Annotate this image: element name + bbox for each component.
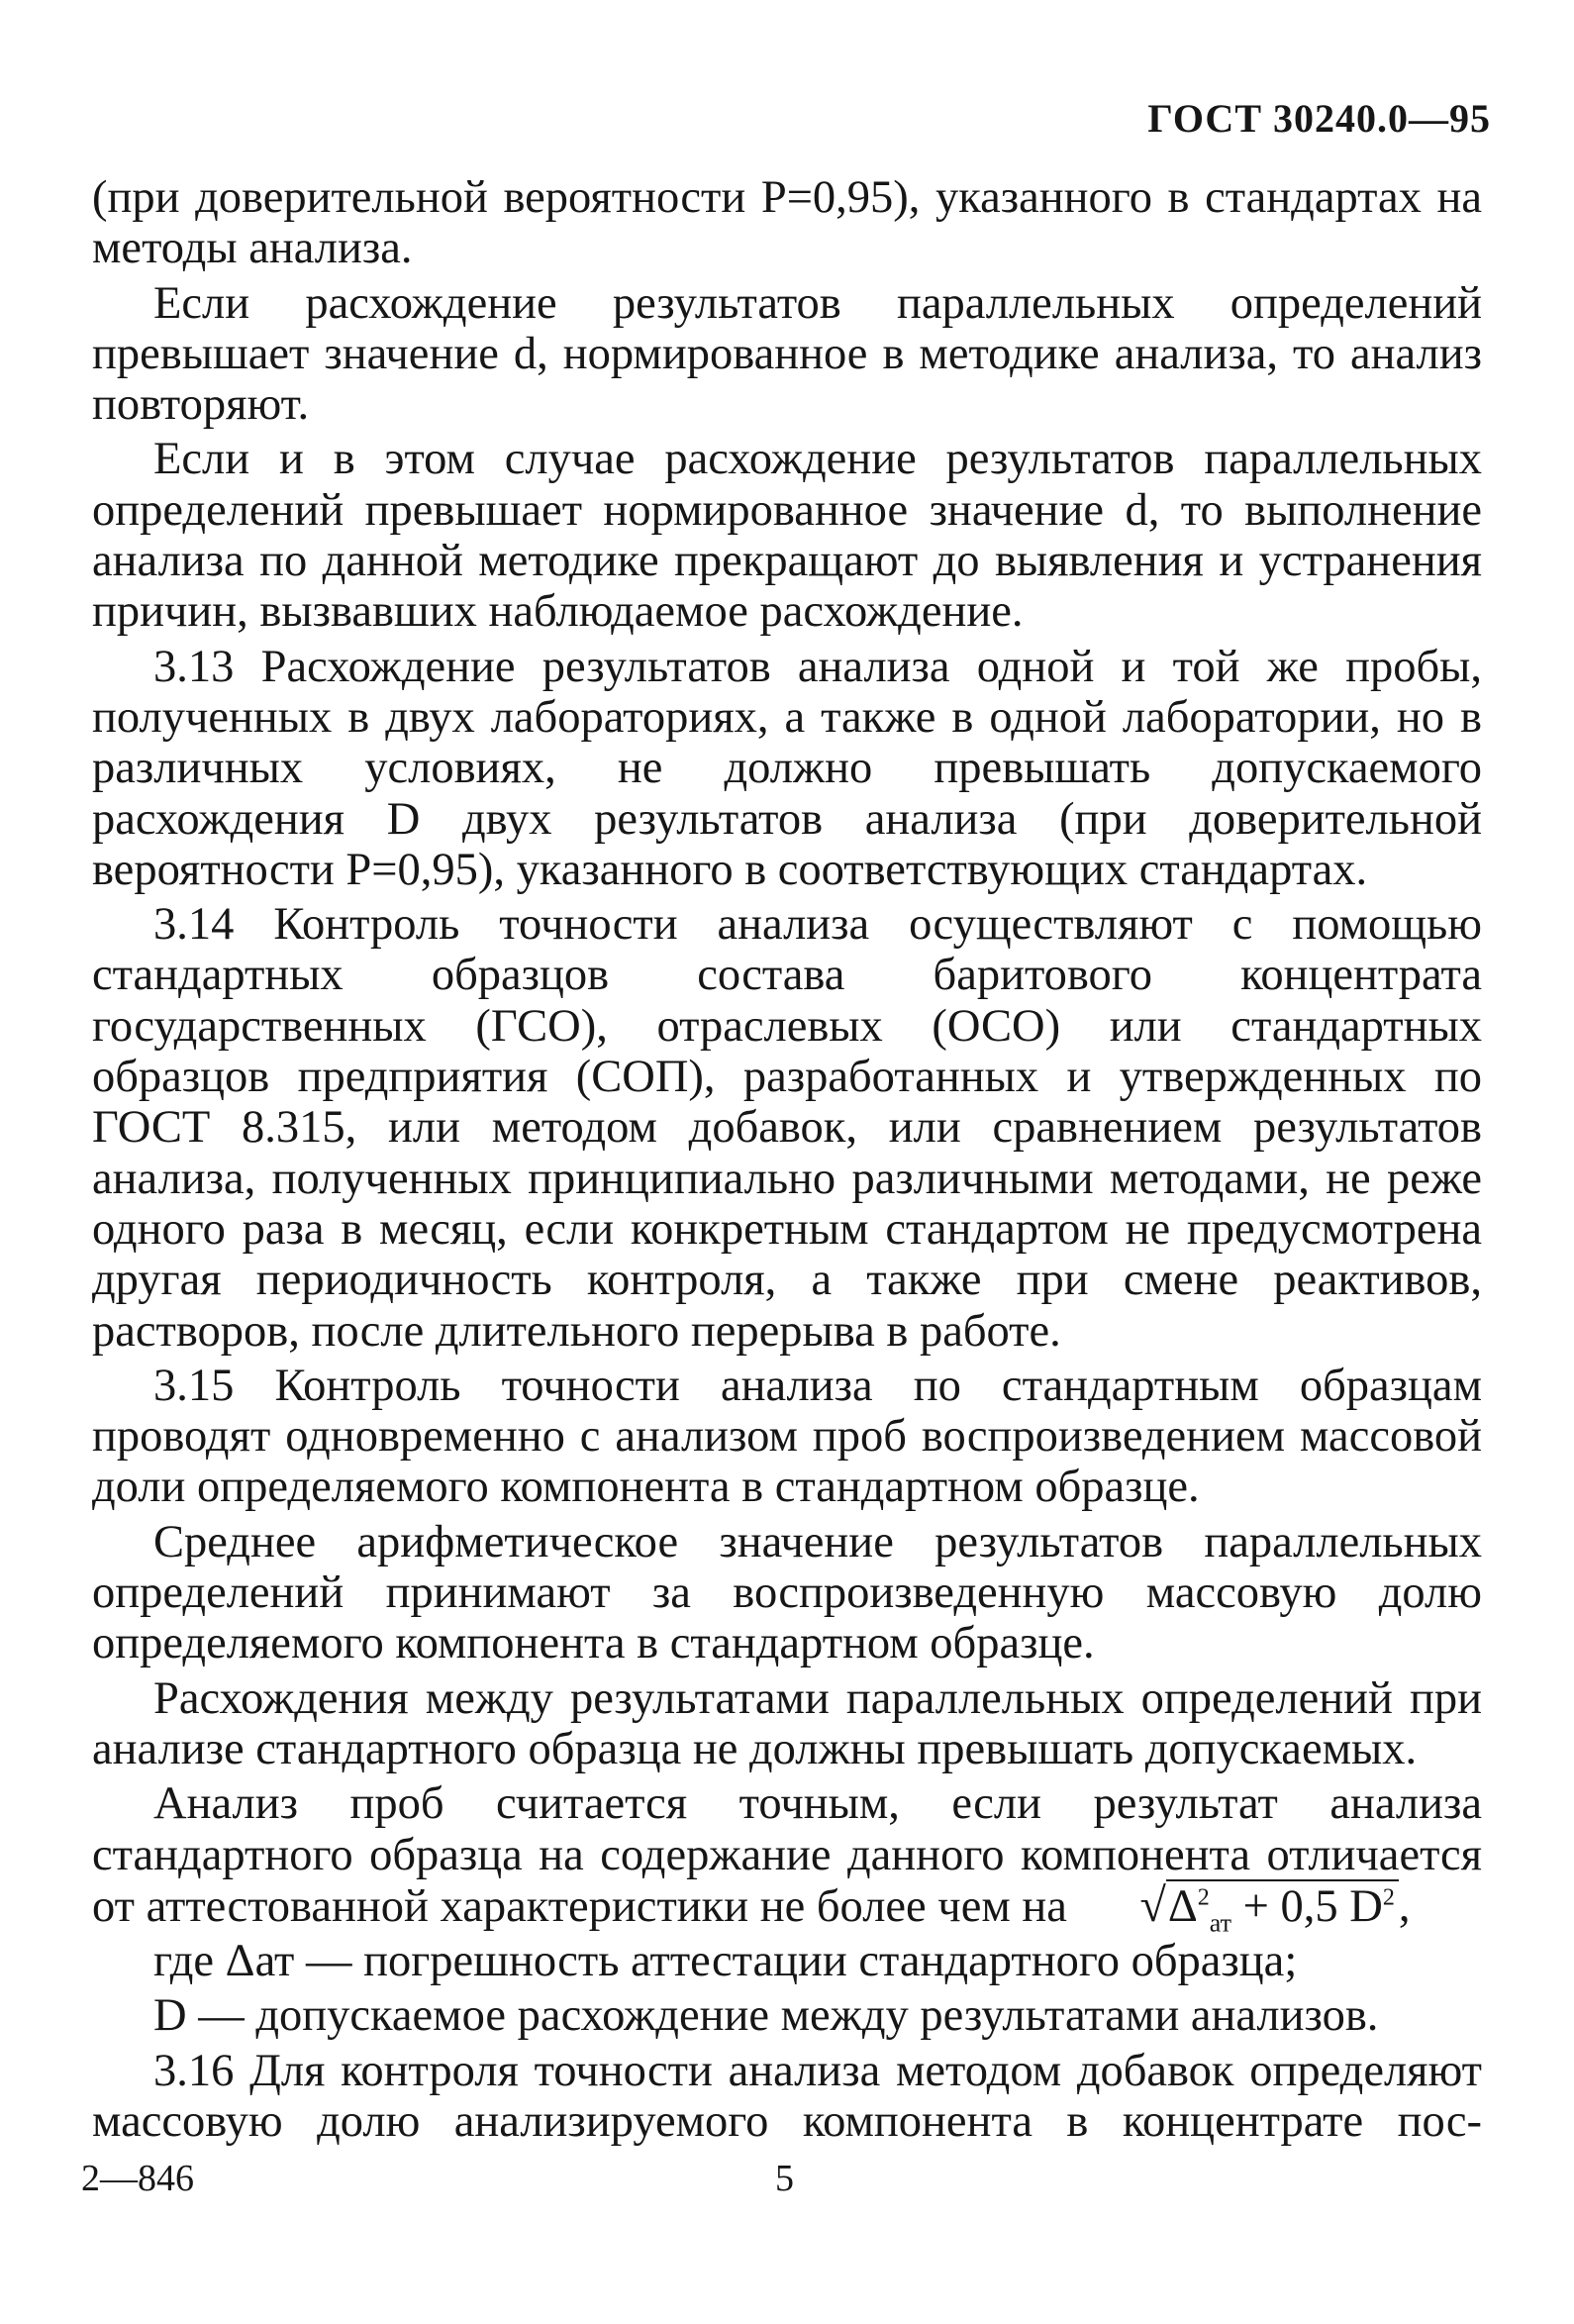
sqrt-sign: √: [1139, 1878, 1166, 1932]
paragraph-3: Если и в этом случае расхождение результатов параллельных определений превышает нормированное значение d, то выполнение анализа по данной методике прекращают до выявления и устранения причин, вызвавших наблюдаемое расхождение.: [92, 434, 1482, 638]
clause-3-15: 3.15 Контроль точности анализа по стандартным образцам проводят одновременно с анализом проб воспроизведением массовой доли определяемого компонента в стандартном образце.: [92, 1360, 1482, 1513]
formula-delta-subscript: ат: [1209, 1908, 1232, 1938]
formula-d-power: 2: [1382, 1884, 1395, 1911]
formula-trail: ,: [1398, 1880, 1411, 1932]
paragraph-1: (при доверительной вероятности P=0,95), указанного в стандартах на методы анализа.: [92, 172, 1482, 274]
standard-number: ГОСТ 30240.0—95: [1147, 96, 1491, 141]
clause-3-13: 3.13 Расхождение результатов анализа одной и той же пробы, полученных в двух лабораториях, а также в одной лаборатории, но в различных условиях, не должно превышать допускаемого расхождения D двух результатов анализа (при доверительной вероятности P=0,95), указанного в соответствующих стандартах.: [92, 641, 1482, 895]
formula-delta-power: 2: [1197, 1884, 1210, 1911]
document-body: [92, 172, 1482, 2151]
formula-delta: Δ: [1167, 1880, 1198, 1932]
formula-radicand: [1166, 1879, 1399, 1938]
formula-term: + 0,5 D: [1242, 1880, 1383, 1932]
standard-designation: [1147, 95, 1491, 142]
page-number: 5: [775, 2158, 794, 2199]
definition-delta: где Δат — погрешность аттестации стандартного образца;: [153, 1936, 1298, 1987]
clause-3-14: 3.14 Контроль точности анализа осуществляют с помощью стандартных образцов состава баритового концентрата государственных (ГСО), отраслевых (ОСО) или стандартных образцов предприятия (СОП), разработанных и утвержденных по ГОСТ 8.315, или методом добавок, или сравнением результатов анализа, полученных принципиально различными методами, не реже одного раза в месяц, если конкретным стандартом не предусмотрена другая периодичность контроля, а также при смене реактивов, растворов, после длительного перерыва в работе.: [92, 899, 1482, 1357]
accuracy-text: Анализ проб считается точным, если результат анализа стандартного образца на содержание данного компонента отличается от аттестованной характеристики не более чем на: [92, 1778, 1482, 1932]
paragraph-average: Среднее арифметическое значение результатов параллельных определений принимают за воспроизведенную массовую долю определяемого компонента в стандартном образце.: [92, 1516, 1482, 1669]
definition-d: D — допускаемое расхождение между результатами анализов.: [153, 1990, 1379, 2042]
sqrt-formula: [1079, 1878, 1411, 1938]
paragraph-discrepancy: Расхождения между результатами параллельных определений при анализе стандартного образца не должны превышать допускаемых.: [92, 1672, 1482, 1774]
paragraph-2: Если расхождение результатов параллельных определений превышает значение d, нормированное в методике анализа, то анализ повторяют.: [92, 277, 1482, 431]
clause-3-16: 3.16 Для контроля точности анализа методом добавок определяют массовую долю анализируемого компонента в концентрате пос-: [92, 2045, 1482, 2147]
paragraph-accuracy: [92, 1778, 1482, 1938]
print-code: 2—846: [81, 2158, 194, 2199]
